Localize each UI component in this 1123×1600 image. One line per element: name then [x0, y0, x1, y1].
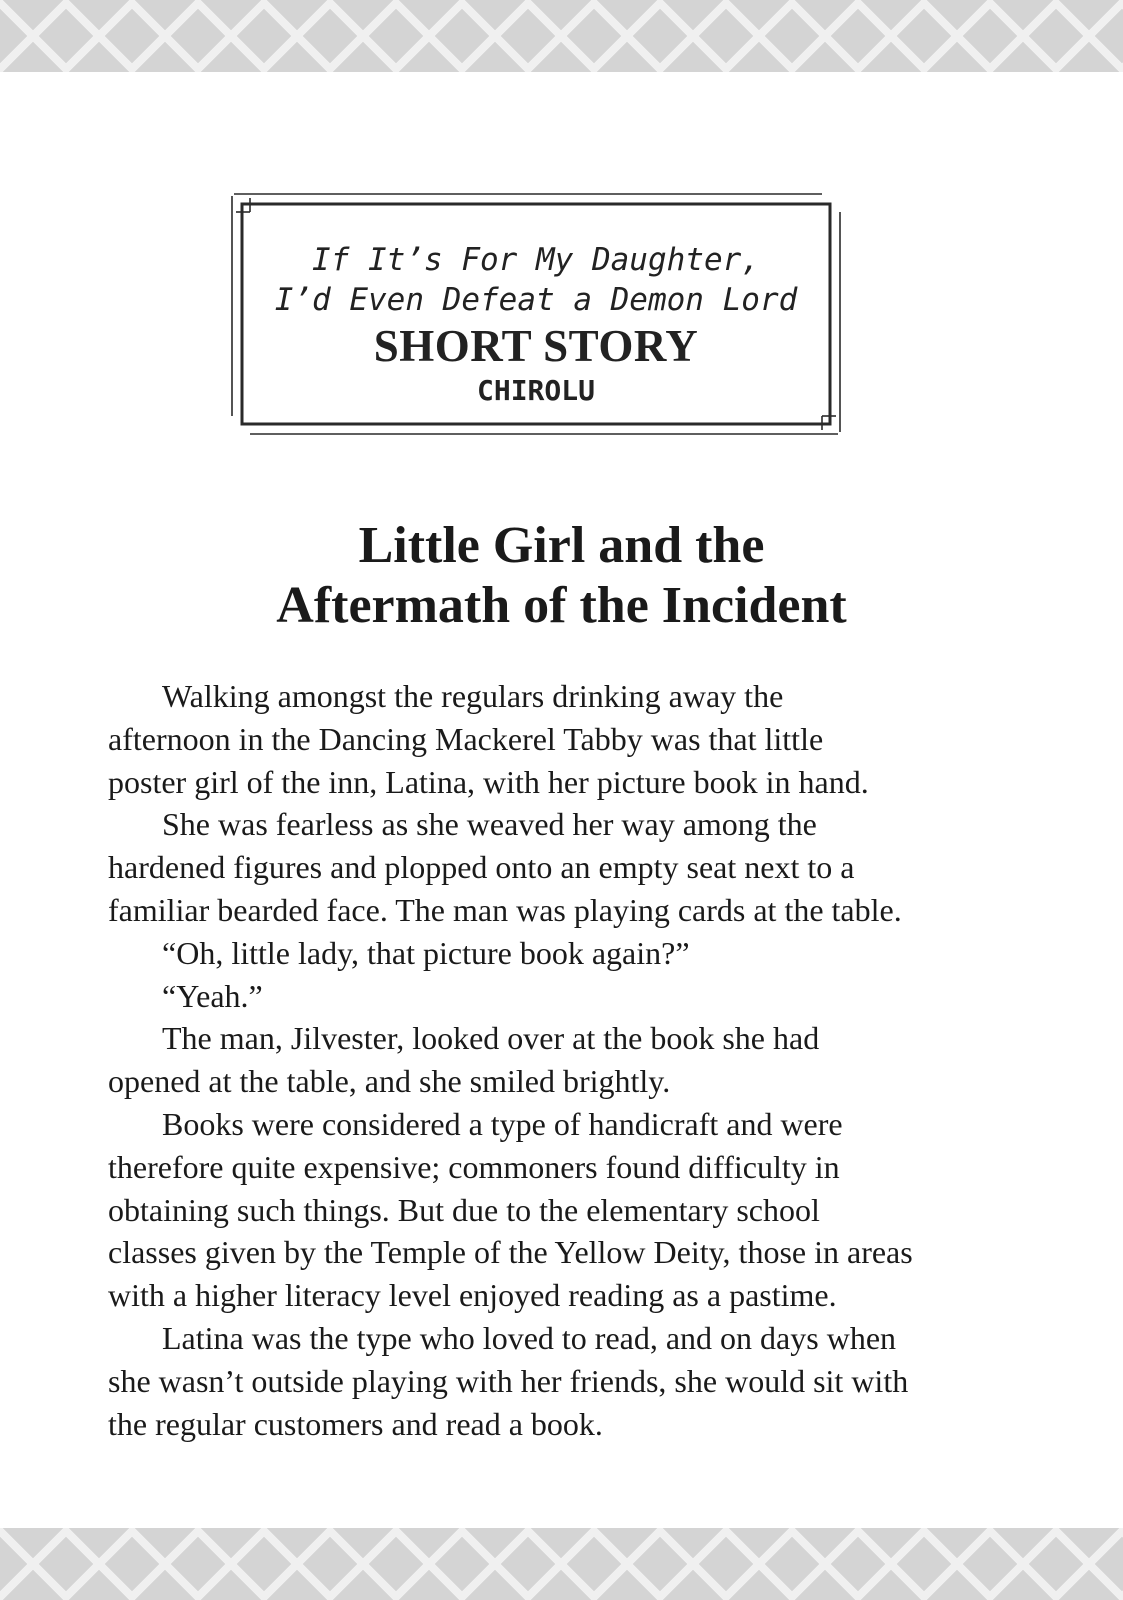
series-title: [230, 240, 842, 320]
text-line: She was fearless as she weaved her way among the: [162, 806, 817, 843]
paragraph: [108, 803, 968, 931]
text-line: Latina was the type who loved to read, and on days when: [162, 1319, 897, 1356]
text-line: she wasn’t outside playing with her friends, she would sit with: [108, 1362, 909, 1399]
chapter-title-line: Little Girl and the: [358, 517, 765, 574]
text-line: classes given by the Temple of the Yellow Deity, those in areas: [108, 1234, 913, 1271]
text-line: The man, Jilvester, looked over at the book she had: [162, 1020, 820, 1057]
text-line: therefore quite expensive; commoners found difficulty in: [108, 1148, 840, 1185]
series-title-line: I’d Even Defeat a Demon Lord: [274, 282, 798, 318]
text-line: “Oh, little lady, that picture book again?”: [162, 934, 690, 971]
short-story-label: SHORT STORY: [373, 321, 699, 371]
bottom-decorative-band: [0, 1528, 1123, 1600]
paragraph: [108, 1317, 968, 1445]
series-title-line: If It’s For My Daughter,: [312, 242, 760, 278]
text-line: obtaining such things. But due to the elementary school: [108, 1191, 820, 1228]
chapter-title-line: Aftermath of the Incident: [276, 577, 847, 634]
paragraph: [108, 1017, 968, 1103]
text-line: with a higher literacy level enjoyed reading as a pastime.: [108, 1277, 837, 1314]
chapter-title: [0, 516, 1123, 636]
title-frame: [230, 192, 842, 436]
paragraph: [108, 675, 968, 803]
text-line: Walking amongst the regulars drinking away the: [162, 678, 784, 714]
paragraph: [108, 1103, 968, 1317]
text-line: hardened figures and plopped onto an empty seat next to a: [108, 849, 855, 886]
paragraph: [108, 932, 968, 975]
author-name: CHIROLU: [476, 374, 595, 407]
text-line: Books were considered a type of handicraft and were: [162, 1105, 843, 1142]
story-body: [108, 675, 968, 1445]
top-decorative-band: [0, 0, 1123, 72]
text-line: afternoon in the Dancing Mackerel Tabby was that little: [108, 720, 824, 757]
text-line: the regular customers and read a book.: [108, 1405, 603, 1442]
paragraph: [108, 975, 968, 1018]
text-line: “Yeah.”: [162, 977, 263, 1014]
text-line: familiar bearded face. The man was playing cards at the table.: [108, 891, 902, 928]
text-line: opened at the table, and she smiled brightly.: [108, 1063, 671, 1100]
text-line: poster girl of the inn, Latina, with her picture book in hand.: [108, 763, 869, 800]
